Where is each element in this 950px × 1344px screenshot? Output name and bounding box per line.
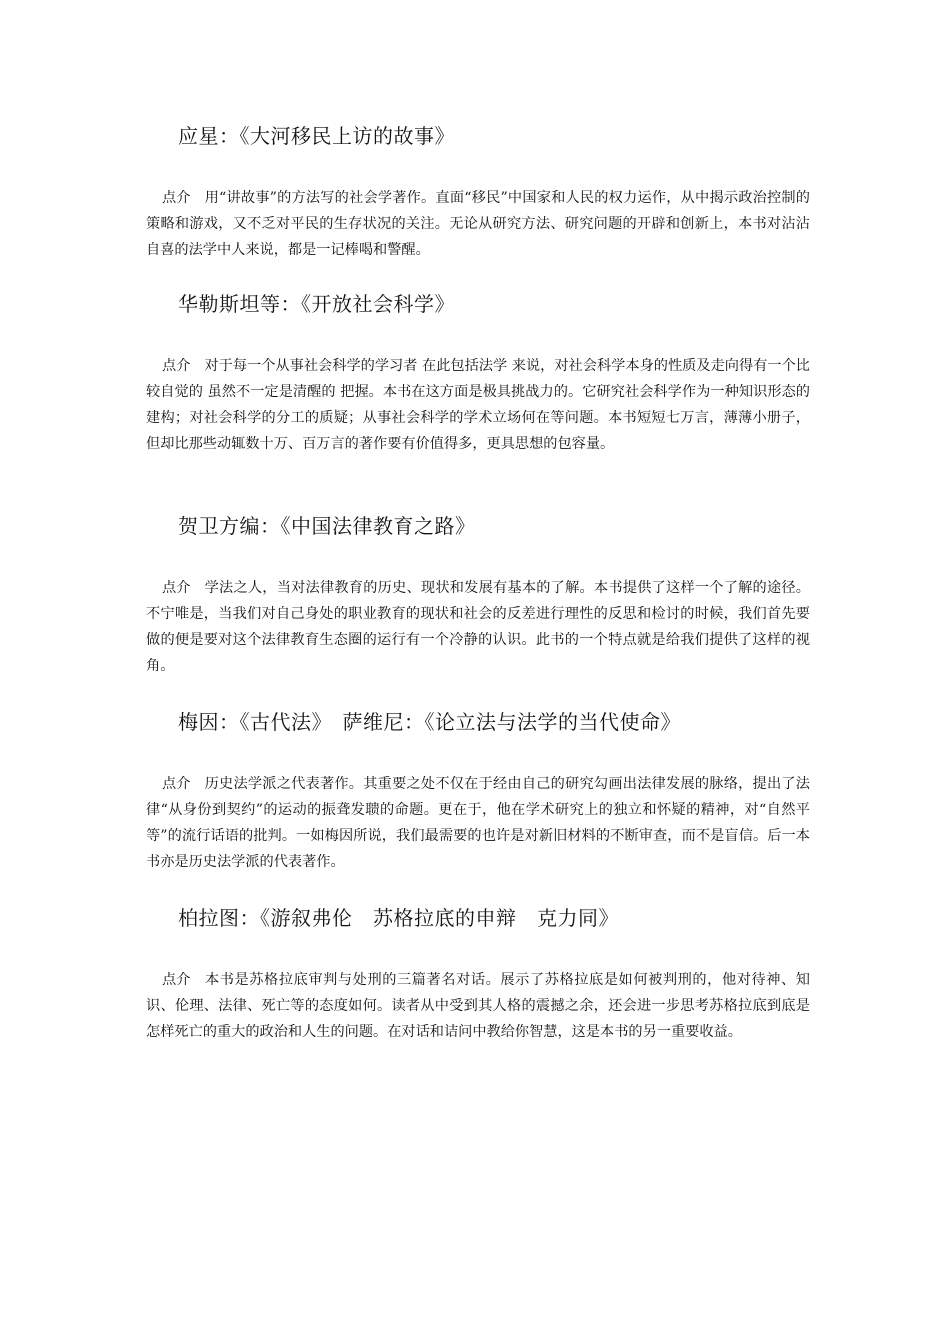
book-description: [146, 771, 810, 875]
book-title: 梅因：《古代法》 萨维尼：《论立法与法学的当代使命》: [178, 710, 681, 734]
book-description: [146, 967, 810, 1045]
book-description: [146, 185, 810, 263]
comment-label: 点介: [162, 776, 191, 792]
book-entry: [146, 512, 810, 679]
book-description: [146, 353, 810, 457]
description-text: 用“讲故事”的方法写的社会学著作。直面“移民”中国家和人民的权力运作，从中揭示政治控制的策略和游戏，又不乏对平民的生存状况的关注。无论从研究方法、研究问题的开辟和创新上，本书对沾沾自喜的法学中人来说，都是一记棒喝和警醒。: [146, 190, 810, 258]
comment-label: 点介: [162, 358, 191, 374]
book-title: 柏拉图：《游叙弗伦 苏格拉底的申辩 克力同》: [178, 906, 619, 930]
comment-label: 点介: [162, 580, 191, 596]
description-text: 对于每一个从事社会科学的学习者 在此包括法学 来说，对社会科学本身的性质及走向得有一个比较自觉的 虽然不一定是清醒的 把握。本书在这方面是极具挑战力的。它研究社会科学作为一种知识形态的建构；对社会科学的分工的质疑；从事社会科学的学术立场何在等问题。本书短短七万言，薄薄小册子，但却比那些动辄数十万、百万言的著作要有价值得多，更具思想的包容量。: [146, 358, 810, 452]
book-description: [146, 575, 810, 679]
book-entry: [146, 904, 810, 1045]
book-entry: [146, 122, 810, 263]
description-text: 本书是苏格拉底审判与处刑的三篇著名对话。展示了苏格拉底是如何被判刑的，他对待神、知识、伦理、法律、死亡等的态度如何。读者从中受到其人格的震撼之余，还会进一步思考苏格拉底到底是怎样死亡的重大的政治和人生的问题。在对话和诘问中教给你智慧，这是本书的另一重要收益。: [146, 972, 810, 1040]
book-entry: [146, 290, 810, 457]
comment-label: 点介: [162, 972, 191, 988]
description-text: 历史法学派之代表著作。其重要之处不仅在于经由自己的研究勾画出法律发展的脉络，提出了法律“从身份到契约”的运动的振聋发聩的命题。更在于，他在学术研究上的独立和怀疑的精神，对“自然平等”的流行话语的批判。一如梅因所说，我们最需要的也许是对新旧材料的不断审查，而不是盲信。后一本书亦是历史法学派的代表著作。: [146, 776, 810, 870]
book-entry: [146, 708, 810, 875]
book-title: 华勒斯坦等：《开放社会科学》: [178, 292, 455, 316]
comment-label: 点介: [162, 190, 191, 206]
description-text: 学法之人，当对法律教育的历史、现状和发展有基本的了解。本书提供了这样一个了解的途径。不宁唯是，当我们对自己身处的职业教育的现状和社会的反差进行理性的反思和检讨的时候，我们首先要做的便是要对这个法律教育生态圈的运行有一个冷静的认识。此书的一个特点就是给我们提供了这样的视角。: [146, 580, 810, 674]
book-title: 贺卫方编：《中国法律教育之路》: [178, 514, 476, 538]
book-title: 应星：《大河移民上访的故事》: [178, 124, 455, 148]
